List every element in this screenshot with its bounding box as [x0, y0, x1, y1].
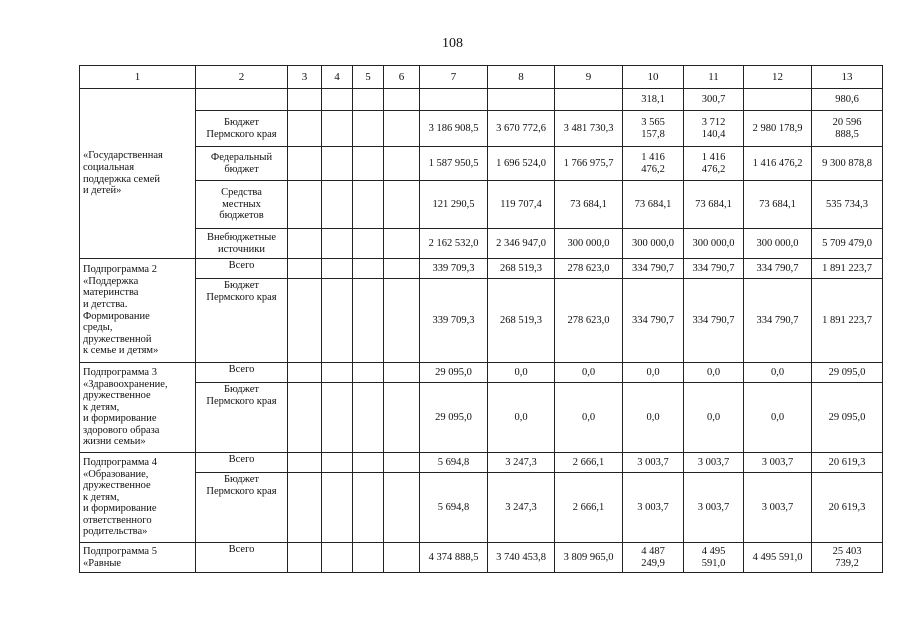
empty-cell: [288, 453, 322, 473]
empty-cell: [322, 181, 353, 229]
value-cell: 0,0: [555, 383, 623, 453]
value-cell: 3 003,7: [623, 453, 684, 473]
value-cell: 4 495 591,0: [684, 543, 744, 573]
empty-cell: [288, 147, 322, 181]
value-cell: 20 619,3: [812, 453, 883, 473]
column-header: 8: [488, 66, 555, 89]
empty-cell: [288, 383, 322, 453]
table-row: [80, 473, 883, 543]
column-header: 3: [288, 66, 322, 89]
table-row: [80, 279, 883, 363]
empty-cell: [322, 363, 353, 383]
value-cell: 2 666,1: [555, 453, 623, 473]
value-cell: 0,0: [488, 363, 555, 383]
value-cell: 334 790,7: [744, 279, 812, 363]
table-row: [80, 111, 883, 147]
empty-cell: [353, 453, 384, 473]
empty-cell: [353, 543, 384, 573]
empty-cell: [353, 111, 384, 147]
empty-cell: [384, 453, 420, 473]
program-name-cell: [80, 453, 196, 543]
empty-cell: [384, 111, 420, 147]
value-cell: 300 000,0: [555, 229, 623, 259]
value-cell: 1 766 975,7: [555, 147, 623, 181]
program-name: Подпрограмма 4 «Образование, дружественное к детям, и формирование ответственного родительства»: [83, 457, 157, 538]
value-cell: 1 416 476,2: [744, 147, 812, 181]
empty-cell: [288, 363, 322, 383]
program-name: Подпрограмма 5 «Равные: [83, 545, 157, 569]
value-cell: 0,0: [555, 363, 623, 383]
value-cell: 3 740 453,8: [488, 543, 555, 573]
value-cell: 1 696 524,0: [488, 147, 555, 181]
value-cell: 339 709,3: [420, 279, 488, 363]
funding-source-cell: Федеральный бюджет: [196, 147, 288, 181]
value-cell: 300 000,0: [623, 229, 684, 259]
table-row: [80, 383, 883, 453]
column-header: 6: [384, 66, 420, 89]
value-cell: 20 619,3: [812, 473, 883, 543]
value-cell: 3 670 772,6: [488, 111, 555, 147]
value-cell: [555, 89, 623, 111]
value-cell: 1 891 223,7: [812, 279, 883, 363]
empty-cell: [384, 229, 420, 259]
funding-source-cell: Бюджет Пермского края: [196, 383, 288, 453]
value-cell: [744, 89, 812, 111]
column-header: 4: [322, 66, 353, 89]
value-cell: 5 694,8: [420, 453, 488, 473]
value-cell: 4 374 888,5: [420, 543, 488, 573]
column-header: 11: [684, 66, 744, 89]
value-cell: 334 790,7: [623, 279, 684, 363]
program-name: Подпрограмма 3 «Здравоохранение, дружественное к детям, и формирование здорового образа жизни семьи»: [83, 367, 168, 448]
program-name: «Государственная социальная поддержка семей и детей»: [83, 150, 163, 197]
value-cell: 4 495 591,0: [744, 543, 812, 573]
value-cell: 2 980 178,9: [744, 111, 812, 147]
empty-cell: [353, 147, 384, 181]
funding-source-cell: Средства местных бюджетов: [196, 181, 288, 229]
empty-cell: [384, 279, 420, 363]
value-cell: 3 003,7: [744, 453, 812, 473]
funding-source-cell: Всего: [196, 543, 288, 573]
program-name-cell: [80, 89, 196, 259]
page-number: 108: [442, 36, 463, 51]
value-cell: 119 707,4: [488, 181, 555, 229]
table-row: [80, 229, 883, 259]
value-cell: 2 346 947,0: [488, 229, 555, 259]
empty-cell: [288, 473, 322, 543]
value-cell: 3 247,3: [488, 473, 555, 543]
column-header: 1: [80, 66, 196, 89]
empty-cell: [384, 181, 420, 229]
value-cell: 4 487 249,9: [623, 543, 684, 573]
value-cell: 73 684,1: [623, 181, 684, 229]
empty-cell: [322, 147, 353, 181]
value-cell: 0,0: [623, 383, 684, 453]
value-cell: 3 003,7: [744, 473, 812, 543]
column-header: 12: [744, 66, 812, 89]
empty-cell: [353, 279, 384, 363]
table-row: [80, 363, 883, 383]
value-cell: 300,7: [684, 89, 744, 111]
empty-cell: [353, 473, 384, 543]
value-cell: 73 684,1: [744, 181, 812, 229]
empty-cell: [353, 363, 384, 383]
column-header: 5: [353, 66, 384, 89]
empty-cell: [288, 259, 322, 279]
budget-table: [79, 65, 883, 573]
value-cell: [420, 89, 488, 111]
empty-cell: [288, 111, 322, 147]
table-row: [80, 89, 883, 111]
empty-cell: [288, 279, 322, 363]
empty-cell: [288, 543, 322, 573]
value-cell: 3 247,3: [488, 453, 555, 473]
value-cell: 3 565 157,8: [623, 111, 684, 147]
value-cell: 1 587 950,5: [420, 147, 488, 181]
value-cell: 334 790,7: [684, 259, 744, 279]
empty-cell: [384, 363, 420, 383]
funding-source-cell: Внебюджетные источники: [196, 229, 288, 259]
program-name-cell: [80, 259, 196, 363]
value-cell: 535 734,3: [812, 181, 883, 229]
value-cell: 278 623,0: [555, 279, 623, 363]
column-number-row: [80, 66, 883, 89]
empty-cell: [288, 89, 322, 111]
value-cell: 29 095,0: [812, 363, 883, 383]
empty-cell: [288, 181, 322, 229]
value-cell: 0,0: [623, 363, 684, 383]
empty-cell: [322, 473, 353, 543]
value-cell: 300 000,0: [744, 229, 812, 259]
funding-source-cell: Бюджет Пермского края: [196, 279, 288, 363]
value-cell: 29 095,0: [420, 363, 488, 383]
value-cell: 268 519,3: [488, 279, 555, 363]
value-cell: 318,1: [623, 89, 684, 111]
empty-cell: [353, 89, 384, 111]
value-cell: 3 481 730,3: [555, 111, 623, 147]
table-row: [80, 181, 883, 229]
program-name: Подпрограмма 2 «Поддержка материнства и детства. Формирование среды, дружественной к семье и детям»: [83, 264, 159, 357]
column-header: 2: [196, 66, 288, 89]
empty-cell: [322, 259, 353, 279]
value-cell: 2 162 532,0: [420, 229, 488, 259]
empty-cell: [384, 147, 420, 181]
empty-cell: [384, 89, 420, 111]
value-cell: 339 709,3: [420, 259, 488, 279]
value-cell: 0,0: [684, 383, 744, 453]
program-name-cell: [80, 363, 196, 453]
value-cell: 334 790,7: [744, 259, 812, 279]
value-cell: 0,0: [744, 383, 812, 453]
program-name-cell: [80, 543, 196, 573]
value-cell: 278 623,0: [555, 259, 623, 279]
table-row: [80, 147, 883, 181]
empty-cell: [288, 229, 322, 259]
table-row: [80, 543, 883, 573]
empty-cell: [384, 383, 420, 453]
value-cell: 73 684,1: [555, 181, 623, 229]
empty-cell: [322, 453, 353, 473]
value-cell: 25 403 739,2: [812, 543, 883, 573]
value-cell: 1 416 476,2: [684, 147, 744, 181]
column-header: 10: [623, 66, 684, 89]
empty-cell: [353, 229, 384, 259]
empty-cell: [322, 543, 353, 573]
value-cell: 73 684,1: [684, 181, 744, 229]
value-cell: 0,0: [744, 363, 812, 383]
value-cell: 29 095,0: [420, 383, 488, 453]
value-cell: 29 095,0: [812, 383, 883, 453]
empty-cell: [322, 383, 353, 453]
value-cell: 334 790,7: [623, 259, 684, 279]
value-cell: 3 186 908,5: [420, 111, 488, 147]
value-cell: 2 666,1: [555, 473, 623, 543]
value-cell: 0,0: [488, 383, 555, 453]
value-cell: 1 891 223,7: [812, 259, 883, 279]
empty-cell: [322, 89, 353, 111]
value-cell: 0,0: [684, 363, 744, 383]
funding-source-cell: Всего: [196, 363, 288, 383]
funding-source-cell: Бюджет Пермского края: [196, 473, 288, 543]
empty-cell: [322, 229, 353, 259]
value-cell: 121 290,5: [420, 181, 488, 229]
empty-cell: [353, 383, 384, 453]
table-row: [80, 259, 883, 279]
funding-source-cell: [196, 89, 288, 111]
table-row: [80, 453, 883, 473]
empty-cell: [384, 473, 420, 543]
value-cell: 5 709 479,0: [812, 229, 883, 259]
value-cell: 3 809 965,0: [555, 543, 623, 573]
column-header: 7: [420, 66, 488, 89]
column-header: 13: [812, 66, 883, 89]
empty-cell: [384, 543, 420, 573]
value-cell: 268 519,3: [488, 259, 555, 279]
value-cell: 20 596 888,5: [812, 111, 883, 147]
value-cell: 1 416 476,2: [623, 147, 684, 181]
column-header: 9: [555, 66, 623, 89]
value-cell: 3 712 140,4: [684, 111, 744, 147]
value-cell: 3 003,7: [684, 453, 744, 473]
value-cell: 3 003,7: [684, 473, 744, 543]
value-cell: 980,6: [812, 89, 883, 111]
value-cell: 9 300 878,8: [812, 147, 883, 181]
empty-cell: [353, 259, 384, 279]
value-cell: 5 694,8: [420, 473, 488, 543]
funding-source-cell: Всего: [196, 259, 288, 279]
value-cell: 334 790,7: [684, 279, 744, 363]
empty-cell: [384, 259, 420, 279]
value-cell: 300 000,0: [684, 229, 744, 259]
funding-source-cell: Всего: [196, 453, 288, 473]
empty-cell: [322, 111, 353, 147]
empty-cell: [353, 181, 384, 229]
empty-cell: [322, 279, 353, 363]
funding-source-cell: Бюджет Пермского края: [196, 111, 288, 147]
value-cell: [488, 89, 555, 111]
value-cell: 3 003,7: [623, 473, 684, 543]
